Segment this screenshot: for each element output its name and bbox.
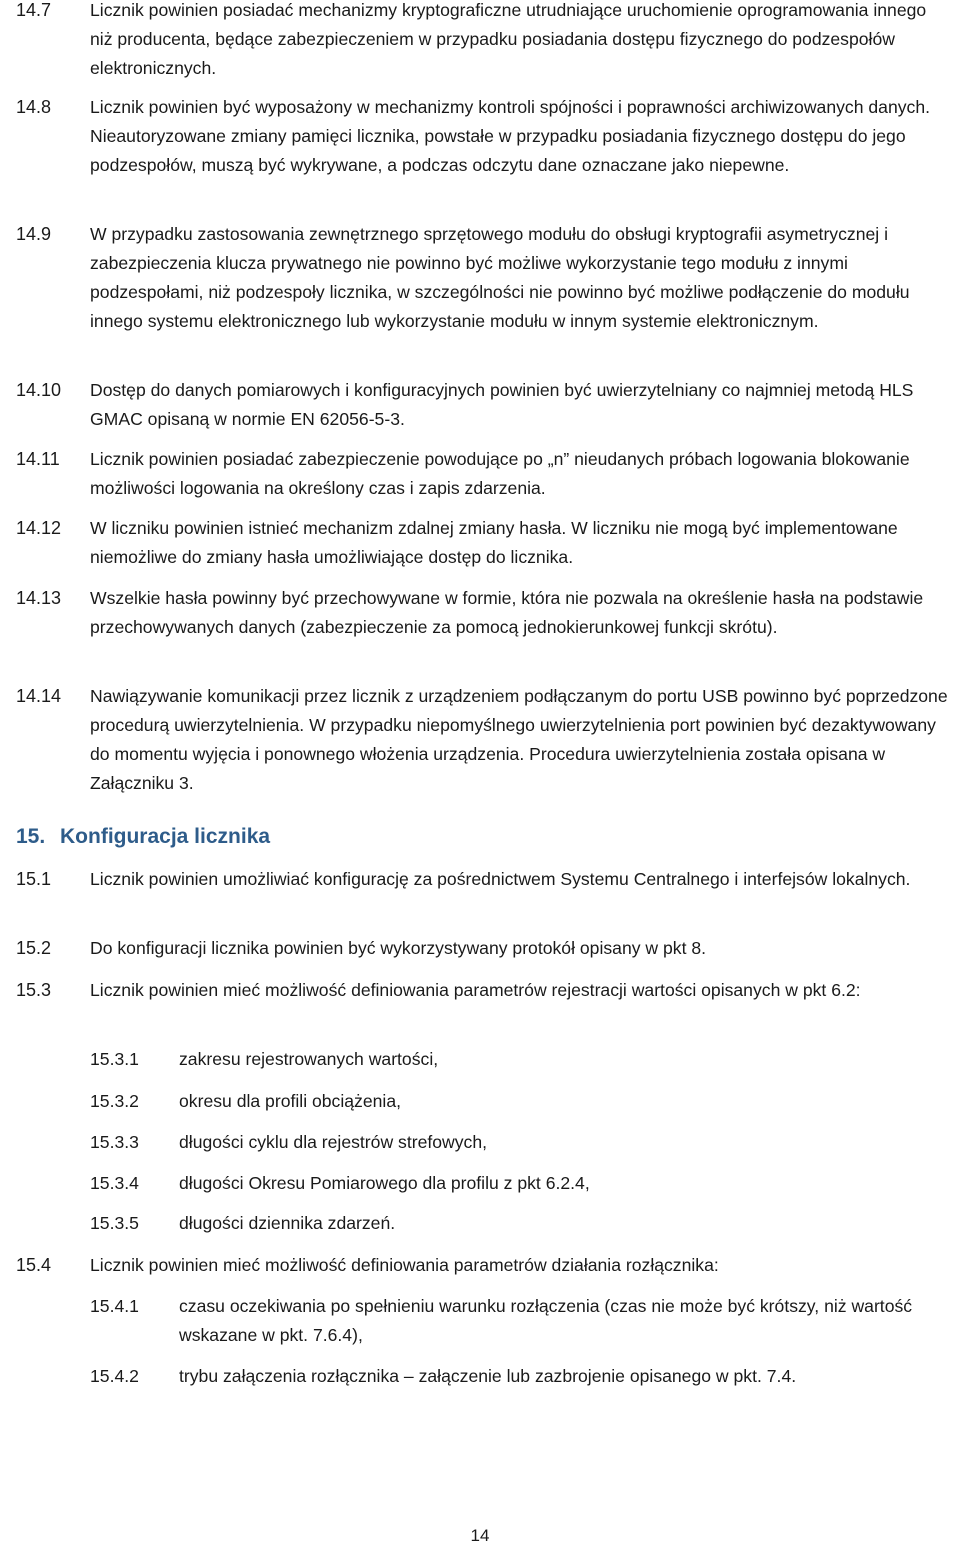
clause-text: W liczniku powinien istnieć mechanizm zdalnej zmiany hasła. W liczniku nie mogą być implementowane niemożliwe do zmiany hasła umożliwiające dostęp do licznika. xyxy=(90,518,898,567)
clause-text: Wszelkie hasła powinny być przechowywane w formie, która nie pozwala na określenie hasła na podstawie przechowywanych danych (zabezpieczenie za pomocą jednokierunkowej funkcji skrótu). xyxy=(90,588,924,637)
clause-15-2 xyxy=(16,934,952,963)
clause-number: 15.2 xyxy=(16,938,52,958)
clause-number: 15.4 xyxy=(16,1255,52,1275)
clause-14-7 xyxy=(16,0,952,83)
clause-15-3 xyxy=(16,976,952,1005)
clause-text: Licznik powinien mieć możliwość definiowania parametrów działania rozłącznika: xyxy=(90,1255,719,1275)
subclause-text: długości Okresu Pomiarowego dla profilu z pkt 6.2.4, xyxy=(179,1173,590,1193)
section-heading xyxy=(16,822,270,852)
clause-14-8 xyxy=(16,93,952,180)
subclause-15-3-1 xyxy=(90,1045,958,1074)
subclause-15-4-2 xyxy=(90,1362,958,1391)
page-number: 14 xyxy=(470,1526,490,1545)
section-number: 15. xyxy=(16,825,46,848)
section-title: Konfiguracja licznika xyxy=(60,825,271,848)
clause-number: 14.8 xyxy=(16,97,52,117)
clause-15-4 xyxy=(16,1251,952,1280)
clause-text: W przypadku zastosowania zewnętrznego sprzętowego modułu do obsługi kryptografii asymetrycznej i zabezpieczenia klucza prywatnego nie powinno być możliwe wykorzystanie tego modułu z innymi podzespołami, niż podzespoły licznika, w szczególności nie powinno być możliwe podłączenie do modułu innego systemu elektronicznego lub wykorzystanie modułu w innym systemie elektronicznym. xyxy=(90,224,910,331)
subclause-15-3-3 xyxy=(90,1128,958,1157)
clause-number: 14.12 xyxy=(16,518,62,538)
clause-number: 14.14 xyxy=(16,686,62,706)
clause-14-14 xyxy=(16,682,952,798)
clause-text: Licznik powinien posiadać zabezpieczenie powodujące po „n” nieudanych próbach logowania blokowanie możliwości logowania na określony czas i zapis zdarzenia. xyxy=(90,449,910,498)
subclause-number: 15.3.5 xyxy=(90,1213,139,1233)
clause-text: Dostęp do danych pomiarowych i konfiguracyjnych powinien być uwierzytelniany co najmniej metodą HLS GMAC opisaną w normie EN 62056-5-3. xyxy=(90,380,914,429)
clause-14-11 xyxy=(16,445,952,503)
clause-number: 15.3 xyxy=(16,980,52,1000)
subclause-number: 15.4.1 xyxy=(90,1296,139,1316)
clause-text: Licznik powinien być wyposażony w mechanizmy kontroli spójności i poprawności archiwizowanych danych. Nieautoryzowane zmiany pamięci licznika, powstałe w przypadku posiadania fizycznego dostępu do jego podzespołów, muszą być wykrywane, a podczas odczytu dane oznaczane jako niepewne. xyxy=(90,97,930,175)
subclause-number: 15.3.3 xyxy=(90,1132,139,1152)
clause-number: 15.1 xyxy=(16,869,52,889)
subclause-text: długości cyklu dla rejestrów strefowych, xyxy=(179,1132,488,1152)
clause-number: 14.13 xyxy=(16,588,62,608)
subclause-text: zakresu rejestrowanych wartości, xyxy=(179,1049,439,1069)
clause-14-10 xyxy=(16,376,952,434)
subclause-15-4-1 xyxy=(90,1292,958,1350)
clause-14-13 xyxy=(16,584,952,642)
clause-number: 14.10 xyxy=(16,380,62,400)
clause-number: 14.9 xyxy=(16,224,52,244)
subclause-number: 15.4.2 xyxy=(90,1366,139,1386)
subclause-text: czasu oczekiwania po spełnieniu warunku rozłączenia (czas nie może być krótszy, niż wartość wskazane w pkt. 7.6.4), xyxy=(179,1296,913,1345)
subclause-number: 15.3.1 xyxy=(90,1049,139,1069)
clause-text: Nawiązywanie komunikacji przez licznik z urządzeniem podłączanym do portu USB powinno być poprzedzone procedurą uwierzytelnienia. W przypadku niepomyślnego uwierzytelnienia port powinien być dezaktywowany do momentu wyjęcia i ponownego włożenia urządzenia. Procedura uwierzytelnienia została opisana w Załączniku 3. xyxy=(90,686,948,793)
subclause-text: okresu dla profili obciążenia, xyxy=(179,1091,402,1111)
clause-14-12 xyxy=(16,514,952,572)
clause-text: Licznik powinien umożliwiać konfigurację za pośrednictwem Systemu Centralnego i interfejsów lokalnych. xyxy=(90,869,911,889)
clause-number: 14.7 xyxy=(16,0,52,20)
subclause-number: 15.3.4 xyxy=(90,1173,139,1193)
clause-text: Do konfiguracji licznika powinien być wykorzystywany protokół opisany w pkt 8. xyxy=(90,938,707,958)
subclause-text: długości dziennika zdarzeń. xyxy=(179,1213,396,1233)
clause-text: Licznik powinien mieć możliwość definiowania parametrów rejestracji wartości opisanych w pkt 6.2: xyxy=(90,980,861,1000)
subclause-number: 15.3.2 xyxy=(90,1091,139,1111)
subclause-text: trybu załączenia rozłącznika – załączenie lub zazbrojenie opisanego w pkt. 7.4. xyxy=(179,1366,797,1386)
subclause-15-3-2 xyxy=(90,1087,958,1116)
clause-14-9 xyxy=(16,220,952,336)
subclause-15-3-5 xyxy=(90,1209,958,1238)
clause-15-1 xyxy=(16,865,952,894)
subclause-15-3-4 xyxy=(90,1169,958,1198)
clause-number: 14.11 xyxy=(16,449,60,469)
clause-text: Licznik powinien posiadać mechanizmy kryptograficzne utrudniające uruchomienie oprogramowania innego niż producenta, będące zabezpieczeniem w przypadku posiadania dostępu fizycznego do podzespołów elektronicznych. xyxy=(90,0,927,78)
